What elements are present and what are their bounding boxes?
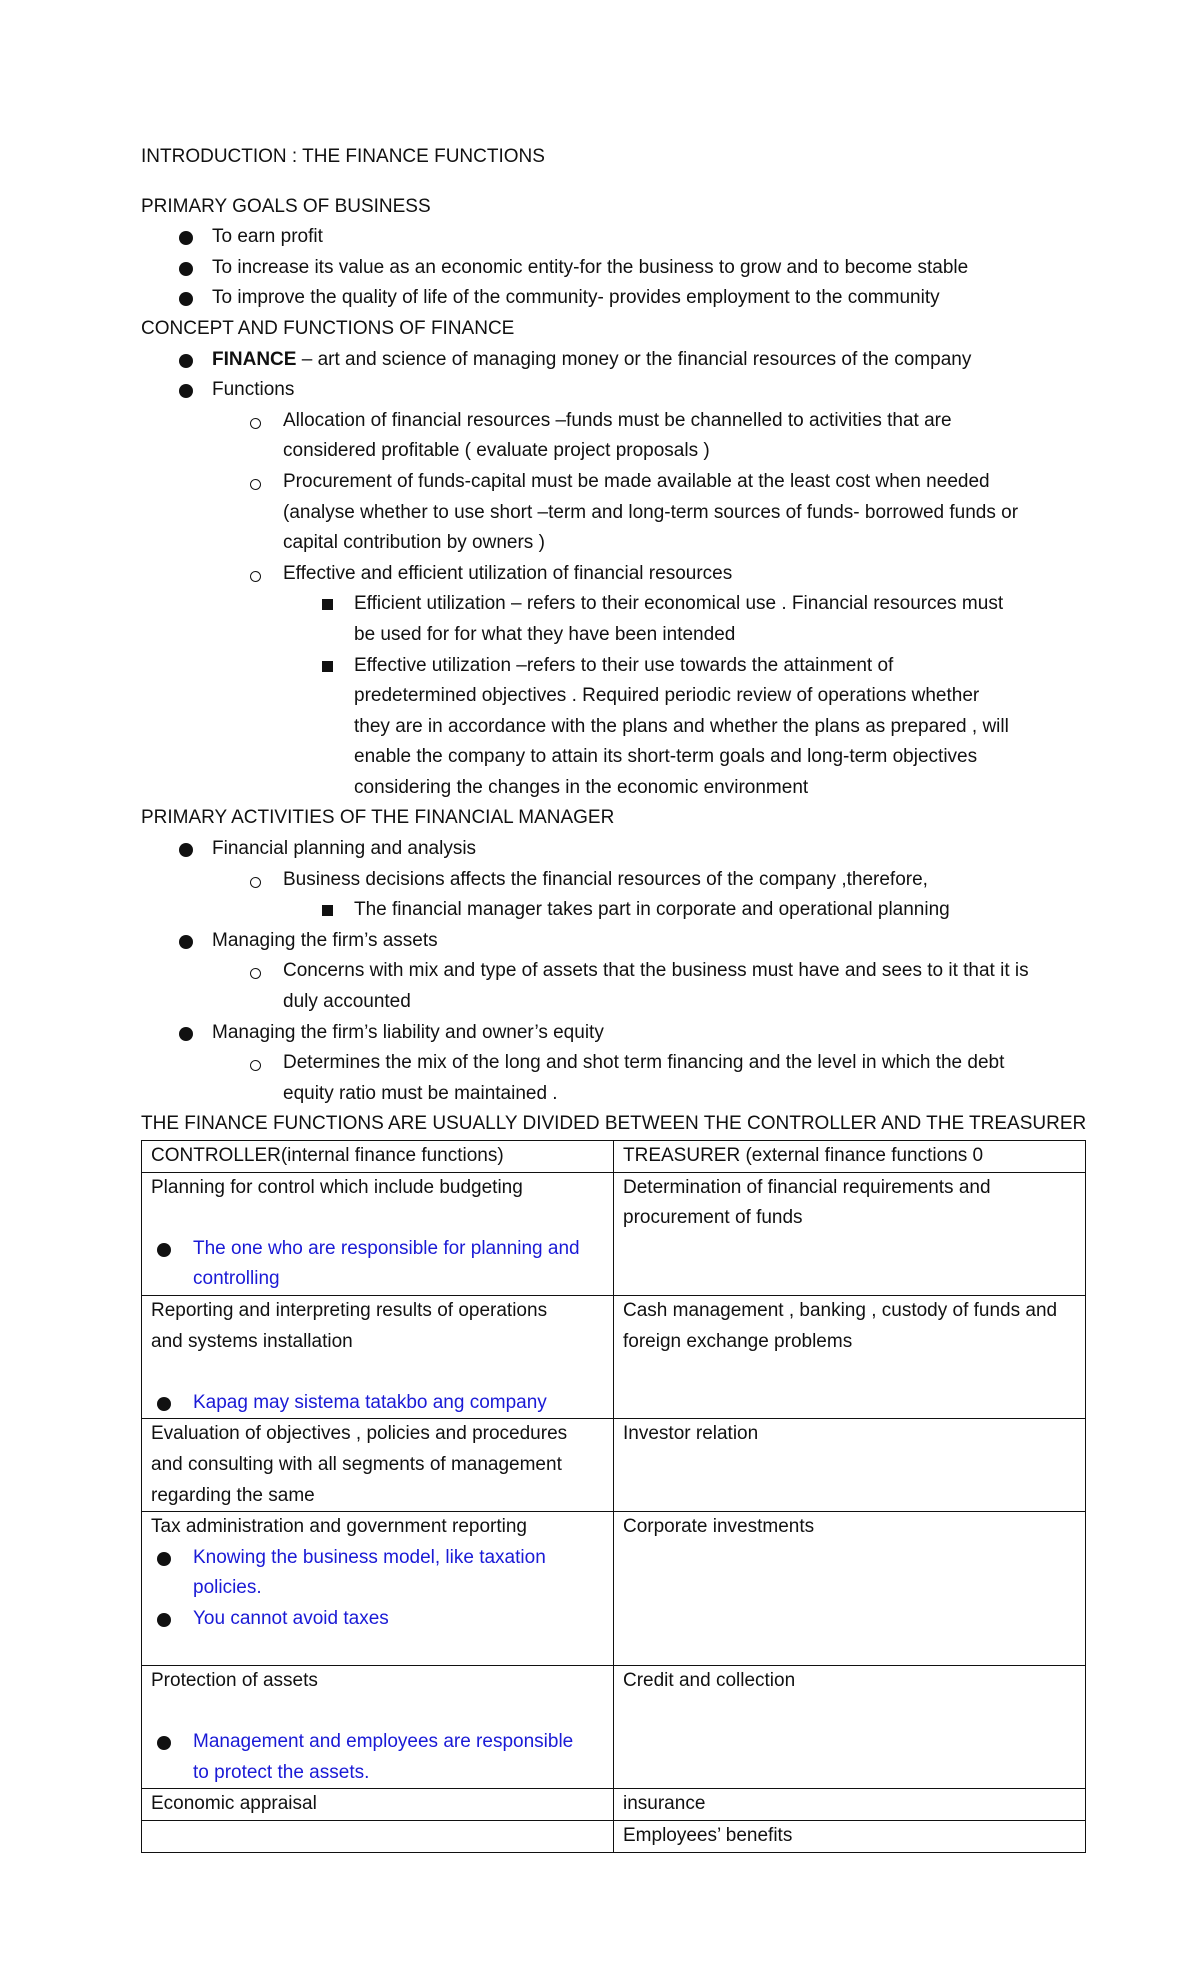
circle-bullet-icon <box>250 877 261 888</box>
concept-heading: CONCEPT AND FUNCTIONS OF FINANCE <box>141 317 515 339</box>
table-cell: insurance <box>614 1789 1086 1821</box>
table-row <box>142 1666 1086 1789</box>
table-cell <box>142 1821 614 1853</box>
table-row <box>142 1512 1086 1666</box>
table-cell: Reporting and interpreting results of operations and systems installation Kapag may sistema tatakbo ang company <box>142 1295 614 1418</box>
activities-heading: PRIMARY ACTIVITIES OF THE FINANCIAL MANAGER <box>141 807 615 829</box>
bullet-icon <box>157 1552 171 1566</box>
bullet-icon <box>157 1397 171 1411</box>
circle-bullet-icon <box>250 1060 261 1071</box>
table-row <box>142 1295 1086 1418</box>
bullet-icon <box>179 292 193 306</box>
activities-list <box>141 834 1086 1109</box>
bullet-icon <box>179 843 193 857</box>
table-cell: Planning for control which include budgeting The one who are responsible for planning and controlling <box>142 1172 614 1295</box>
list-item: To improve the quality of life of the community- provides employment to the community <box>141 283 1086 314</box>
table-cell: Determination of financial requirements and procurement of funds <box>614 1172 1086 1295</box>
bullet-icon <box>179 262 193 276</box>
bullet-icon <box>179 1027 193 1041</box>
list-item: Concerns with mix and type of assets that the business must have and sees to it that it is duly accounted <box>141 956 1086 1017</box>
circle-bullet-icon <box>250 571 261 582</box>
bullet-icon <box>157 1243 171 1257</box>
table-header-treasurer: TREASURER (external finance functions 0 <box>614 1141 1086 1173</box>
list-item: Managing the firm’s liability and owner’s equity <box>141 1018 1086 1049</box>
list-item: Allocation of financial resources –funds must be channelled to activities that are considered profitable ( evaluate project proposals ) <box>141 406 1086 467</box>
table-cell: Protection of assets Management and employees are responsible to protect the assets. <box>142 1666 614 1789</box>
list-item: Managing the firm’s assets <box>141 926 1086 957</box>
list-item: Business decisions affects the financial resources of the company ,therefore, <box>141 865 1086 896</box>
list-item: Procurement of funds-capital must be made available at the least cost when needed (analyse whether to use short –term and long-term sources of funds- borrowed funds or capital contribution by owners ) <box>141 467 1086 559</box>
bullet-icon <box>179 354 193 368</box>
goals-heading: PRIMARY GOALS OF BUSINESS <box>141 195 431 217</box>
list-item: Effective utilization –refers to their use towards the attainment of predetermined objectives . Required periodic review of operations whether they are in accordance with the plans and whether the plans as prepared , will enable the company to attain its short-term goals and long-term objectives considering the changes in the economic environment <box>141 651 1086 804</box>
list-item: Determines the mix of the long and shot term financing and the level in which the debt equity ratio must be maintained . <box>141 1048 1086 1109</box>
square-bullet-icon <box>322 661 333 672</box>
circle-bullet-icon <box>250 479 261 490</box>
annotation-note: Management and employees are responsible to protect the assets. <box>151 1727 604 1788</box>
bullet-icon <box>179 231 193 245</box>
list-item: FINANCE – art and science of managing money or the financial resources of the company <box>141 345 1086 376</box>
table-cell: Investor relation <box>614 1419 1086 1512</box>
square-bullet-icon <box>322 599 333 610</box>
annotation-note: Knowing the business model, like taxation policies. <box>151 1543 604 1604</box>
bullet-icon <box>157 1613 171 1627</box>
finance-term: FINANCE <box>212 348 297 370</box>
table-caption: THE FINANCE FUNCTIONS ARE USUALLY DIVIDED BETWEEN THE CONTROLLER AND THE TREASURER <box>141 1113 1087 1135</box>
bullet-icon <box>157 1736 171 1750</box>
table-header-controller: CONTROLLER(internal finance functions) <box>142 1141 614 1173</box>
page-title: INTRODUCTION : THE FINANCE FUNCTIONS <box>141 146 545 167</box>
table-cell: Cash management , banking , custody of funds and foreign exchange problems <box>614 1295 1086 1418</box>
table-cell: Employees’ benefits <box>614 1821 1086 1853</box>
finance-functions-table <box>141 1140 1086 1853</box>
bullet-icon <box>179 384 193 398</box>
table-cell: Tax administration and government reporting Knowing the business model, like taxation policies. You cannot avoid taxes <box>142 1512 614 1666</box>
list-item: To increase its value as an economic entity-for the business to grow and to become stable <box>141 253 1086 284</box>
table-row <box>142 1141 1086 1173</box>
circle-bullet-icon <box>250 418 261 429</box>
annotation-note: Kapag may sistema tatakbo ang company <box>151 1388 604 1419</box>
list-item: The financial manager takes part in corporate and operational planning <box>141 895 1086 926</box>
circle-bullet-icon <box>250 968 261 979</box>
table-cell: Economic appraisal <box>142 1789 614 1821</box>
annotation-note: You cannot avoid taxes <box>151 1604 604 1635</box>
table-cell: Corporate investments <box>614 1512 1086 1666</box>
list-item: Efficient utilization – refers to their economical use . Financial resources must be used for for what they have been intended <box>141 589 1086 650</box>
list-item: Financial planning and analysis <box>141 834 1086 865</box>
annotation-note: The one who are responsible for planning and controlling <box>151 1234 604 1295</box>
table-row <box>142 1821 1086 1853</box>
table-cell: Evaluation of objectives , policies and procedures and consulting with all segments of management regarding the same <box>142 1419 614 1512</box>
table-cell: Credit and collection <box>614 1666 1086 1789</box>
list-item: Effective and efficient utilization of financial resources <box>141 559 1086 590</box>
table-row <box>142 1172 1086 1295</box>
goals-list <box>141 222 1086 314</box>
bullet-icon <box>179 935 193 949</box>
table-row <box>142 1789 1086 1821</box>
table-row <box>142 1419 1086 1512</box>
square-bullet-icon <box>322 905 333 916</box>
document-body <box>141 142 1086 1853</box>
list-item: Functions <box>141 375 1086 406</box>
list-item: To earn profit <box>141 222 1086 253</box>
concept-list <box>141 345 1086 804</box>
